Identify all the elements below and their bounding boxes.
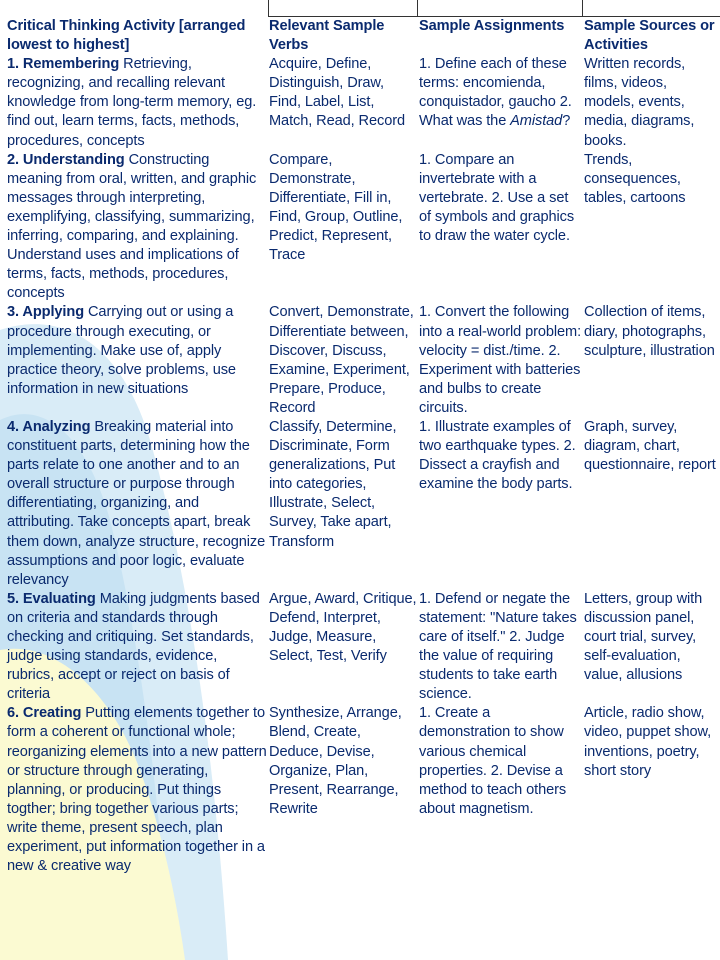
activity-cell <box>7 55 269 150</box>
activity-cell <box>7 590 269 705</box>
activity-cell <box>7 303 269 418</box>
activity-cell <box>7 418 269 590</box>
level-name: 4. Analyzing <box>7 418 91 435</box>
table-row <box>7 590 720 705</box>
assignment-text-end: ? <box>562 113 571 130</box>
level-name: 3. Applying <box>7 304 85 321</box>
level-description: Breaking material into constituent parts, determining how the parts relate to one another and to an overall structure or purpose through differentiating, organizing, and attributing. Take concepts apart, break them down, analyze structure, recognize assumptions and poor logic, evaluate relevancy <box>7 418 266 588</box>
verbs-cell: Convert, Demonstrate, Differentiate between, Discover, Discuss, Examine, Experiment, Prepare, Produce, Record <box>269 304 414 416</box>
assignments-cell <box>419 55 584 150</box>
header-sources: Sample Sources or Activities <box>584 18 715 54</box>
assignments-cell: 1. Defend or negate the statement: "Nature takes care of itself." 2. Judge the value of requiring students to take earth science. <box>419 590 577 703</box>
header-verbs: Relevant Sample Verbs <box>269 18 385 54</box>
critical-thinking-table <box>7 17 720 876</box>
verbs-cell: Acquire, Define, Distinguish, Draw, Find, Label, List, Match, Read, Record <box>269 56 405 130</box>
sources-cell: Letters, group with discussion panel, court trial, survey, self-evaluation, value, allusions <box>584 590 703 684</box>
level-description: Carrying out or using a procedure through executing, or implementing. Make use of, apply practice theory, solve problems, use information in new situations <box>7 304 236 397</box>
assignments-cell: 1. Compare an invertebrate with a vertebrate. 2. Use a set of symbols and graphics to draw the water cycle. <box>419 151 575 245</box>
sources-cell: Written records, films, videos, models, events, media, diagrams, books. <box>584 56 695 149</box>
assignment-text: 1. Define each of these terms: encomienda, conquistador, gaucho 2. What was the <box>419 56 572 130</box>
verbs-cell: Argue, Award, Critique, Defend, Interpret, Judge, Measure, Select, Test, Verify <box>269 590 417 665</box>
sources-cell: Collection of items, diary, photographs, sculpture, illustration <box>584 304 715 359</box>
sources-cell: Trends, consequences, tables, cartoons <box>584 151 686 206</box>
sources-cell: Graph, survey, diagram, chart, questionnaire, report <box>584 418 716 474</box>
activity-cell <box>7 151 269 304</box>
verbs-cell: Classify, Determine, Discriminate, Form generalizations, Put into categories, Illustrate, Select, Survey, Take apart, Transform <box>269 418 397 550</box>
assignments-cell: 1. Create a demonstration to show various chemical properties. 2. Devise a method to teach others about magnetism. <box>419 705 567 817</box>
assignments-cell: 1. Convert the following into a real-world problem: velocity = dist./time. 2. Experiment with batteries and bulbs to create circuits. <box>419 304 582 416</box>
level-description: Putting elements together to form a coherent or functional whole; reorganizing elements into a new pattern or structure through generating, planning, or producing. Put things togther; bring together various parts; write theme, present speech, plan experiment, put information together in a new & creative way <box>7 705 267 875</box>
level-description: Constructing meaning from oral, written, and graphic messages through interpreting, exemplifying, classifying, summarizing, inferring, comparing, and explaining. Understand uses and implications of terms, facts, methods, procedures, concepts <box>7 151 257 302</box>
verbs-cell: Compare, Demonstrate, Differentiate, Fill in, Find, Group, Outline, Predict, Represent, Trace <box>269 151 403 264</box>
level-description: Retrieving, recognizing, and recalling relevant knowledge from long-term memory, eg. find out, learn terms, facts, methods, procedures, concepts <box>7 56 257 149</box>
assignment-italic-term: Amistad <box>510 113 563 130</box>
header-row <box>7 17 720 55</box>
assignments-cell: 1. Illustrate examples of two earthquake types. 2. Dissect a crayfish and examine the body parts. <box>419 418 576 493</box>
level-description: Making judgments based on criteria and standards through checking and critiquing. Set standards, judge using standards, evidence, rubrics, accept or reject on basis of criteria <box>7 590 260 703</box>
sources-cell: Article, radio show, video, puppet show, inventions, poetry, short story <box>584 705 712 779</box>
level-name: 6. Creating <box>7 705 82 722</box>
level-name: 2. Understanding <box>7 151 125 168</box>
verbs-cell: Synthesize, Arrange, Blend, Create, Deduce, Devise, Organize, Plan, Present, Rearrange, Rewrite <box>269 705 402 817</box>
header-assignments: Sample Assignments <box>419 18 565 34</box>
top-table-rule-decoration <box>268 0 720 17</box>
table-row <box>7 151 720 304</box>
activity-cell <box>7 704 269 876</box>
table-row <box>7 303 720 418</box>
table-row <box>7 418 720 590</box>
level-name: 1. Remembering <box>7 56 120 73</box>
level-name: 5. Evaluating <box>7 590 96 607</box>
header-activity: Critical Thinking Activity [arranged lowest to highest] <box>7 18 246 54</box>
table-row <box>7 55 720 150</box>
table-row <box>7 704 720 876</box>
